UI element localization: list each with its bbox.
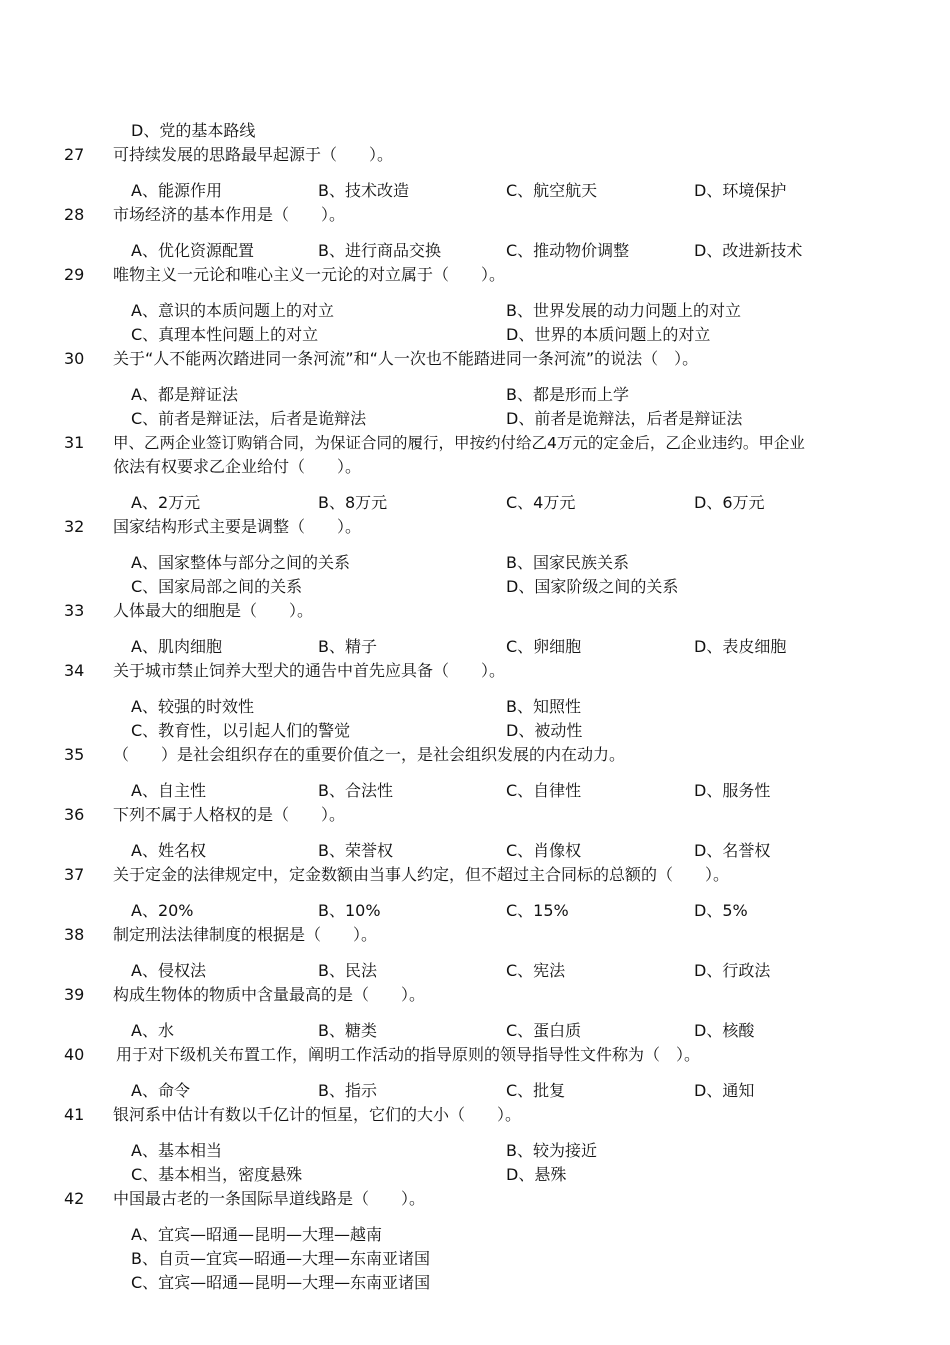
option-b: B、荣誉权 — [318, 841, 393, 860]
question-number: 35 — [64, 745, 85, 764]
question-number: 30 — [64, 349, 85, 368]
question-text: 中国最古老的一条国际旱道线路是（ ）。 — [113, 1189, 426, 1208]
option-a: A、侵权法 — [131, 961, 206, 980]
question-number: 33 — [64, 601, 85, 620]
option-26-d: D、党的基本路线 — [131, 121, 256, 140]
option-d: D、服务性 — [694, 781, 771, 800]
option-b: B、较为接近 — [506, 1141, 597, 1160]
option-a: A、自主性 — [131, 781, 206, 800]
question-text: 人体最大的细胞是（ ）。 — [113, 601, 314, 620]
option-c: C、15% — [506, 901, 569, 920]
option-b: B、合法性 — [318, 781, 393, 800]
question-number: 39 — [64, 985, 85, 1004]
option-b: B、知照性 — [506, 697, 581, 716]
question-text: 市场经济的基本作用是（ ）。 — [113, 205, 346, 224]
option-b: B、都是形而上学 — [506, 385, 629, 404]
question-text: 下列不属于人格权的是（ ）。 — [113, 805, 346, 824]
option-c: C、卵细胞 — [506, 637, 582, 656]
question-number: 42 — [64, 1189, 85, 1208]
option-c: C、蛋白质 — [506, 1021, 582, 1040]
option-b: B、世界发展的动力问题上的对立 — [506, 301, 741, 320]
question-text: 银河系中估计有数以千亿计的恒星，它们的大小（ ）。 — [113, 1105, 522, 1124]
option-d: D、核酸 — [694, 1021, 755, 1040]
option-d: D、6万元 — [694, 493, 765, 512]
option-c: C、基本相当，密度悬殊 — [131, 1165, 303, 1184]
option-c: C、航空航天 — [506, 181, 598, 200]
question-number: 36 — [64, 805, 85, 824]
option-a: A、2万元 — [131, 493, 201, 512]
question-number: 41 — [64, 1105, 85, 1124]
option-d: D、前者是诡辩法，后者是辩证法 — [506, 409, 743, 428]
option-b: B、糖类 — [318, 1021, 377, 1040]
option-c: C、真理本性问题上的对立 — [131, 325, 319, 344]
option-a: A、意识的本质问题上的对立 — [131, 301, 334, 320]
question-text: 关于定金的法律规定中，定金数额由当事人约定，但不超过主合同标的总额的（ ）。 — [113, 865, 730, 884]
option-c: C、批复 — [506, 1081, 566, 1100]
question-text: 用于对下级机关布置工作，阐明工作活动的指导原则的领导指导性文件称为（ ）。 — [116, 1045, 701, 1064]
option-c: C、推动物价调整 — [506, 241, 630, 260]
option-d: D、5% — [694, 901, 748, 920]
option-c: C、教育性，以引起人们的警觉 — [131, 721, 351, 740]
option-d: D、表皮细胞 — [694, 637, 787, 656]
question-number: 28 — [64, 205, 85, 224]
option-c: C、宪法 — [506, 961, 566, 980]
option-a: A、姓名权 — [131, 841, 206, 860]
option-a: A、肌肉细胞 — [131, 637, 222, 656]
question-number: 31 — [64, 433, 85, 452]
option-a: A、能源作用 — [131, 181, 222, 200]
option-c: C、宜宾—昭通—昆明—大理—东南亚诸国 — [131, 1273, 431, 1292]
option-b: B、民法 — [318, 961, 377, 980]
option-d: D、被动性 — [506, 721, 583, 740]
option-d: D、国家阶级之间的关系 — [506, 577, 679, 596]
option-b: B、自贡—宜宾—昭通—大理—东南亚诸国 — [131, 1249, 430, 1268]
question-number: 37 — [64, 865, 85, 884]
option-a: A、宜宾—昭通—昆明—大理—越南 — [131, 1225, 382, 1244]
option-b: B、8万元 — [318, 493, 388, 512]
question-text: 甲、乙两企业签订购销合同，为保证合同的履行，甲按约付给乙4万元的定金后，乙企业违约。甲企业 — [113, 434, 805, 452]
option-a: A、20% — [131, 901, 194, 920]
option-d: D、改进新技术 — [694, 241, 803, 260]
question-number: 32 — [64, 517, 85, 536]
option-d: D、通知 — [694, 1081, 755, 1100]
option-d: D、名誉权 — [694, 841, 771, 860]
option-b: B、10% — [318, 901, 381, 920]
question-number: 29 — [64, 265, 85, 284]
question-text: 唯物主义一元论和唯心主义一元论的对立属于（ ）。 — [113, 265, 506, 284]
option-d: D、悬殊 — [506, 1165, 567, 1184]
option-a: A、优化资源配置 — [131, 241, 254, 260]
option-a: A、都是辩证法 — [131, 385, 238, 404]
question-text: 国家结构形式主要是调整（ ）。 — [113, 517, 362, 536]
option-d: D、世界的本质问题上的对立 — [506, 325, 711, 344]
question-text: 关于城市禁止饲养大型犬的通告中首先应具备（ ）。 — [113, 661, 506, 680]
option-a: A、命令 — [131, 1081, 190, 1100]
option-c: C、国家局部之间的关系 — [131, 577, 303, 596]
option-c: C、4万元 — [506, 493, 576, 512]
option-a: A、国家整体与部分之间的关系 — [131, 553, 350, 572]
question-number: 40 — [64, 1045, 85, 1064]
option-b: B、进行商品交换 — [318, 241, 441, 260]
option-a: A、较强的时效性 — [131, 697, 254, 716]
question-text: 关于“人不能两次踏进同一条河流”和“人一次也不能踏进同一条河流”的说法（ ）。 — [113, 349, 699, 368]
option-b: B、精子 — [318, 637, 377, 656]
question-number: 38 — [64, 925, 85, 944]
question-text-continued: 依法有权要求乙企业给付（ ）。 — [113, 457, 362, 476]
question-text: （ ）是社会组织存在的重要价值之一，是社会组织发展的内在动力。 — [113, 745, 626, 764]
option-a: A、基本相当 — [131, 1141, 222, 1160]
option-b: B、指示 — [318, 1081, 377, 1100]
option-b: B、技术改造 — [318, 181, 409, 200]
question-number: 34 — [64, 661, 85, 680]
option-d: D、环境保护 — [694, 181, 787, 200]
question-text: 可持续发展的思路最早起源于（ ）。 — [113, 145, 394, 164]
option-c: C、肖像权 — [506, 841, 582, 860]
option-c: C、自律性 — [506, 781, 582, 800]
option-a: A、水 — [131, 1021, 174, 1040]
option-b: B、国家民族关系 — [506, 553, 629, 572]
option-c: C、前者是辩证法，后者是诡辩法 — [131, 409, 367, 428]
question-number: 27 — [64, 145, 85, 164]
question-text: 构成生物体的物质中含量最高的是（ ）。 — [113, 985, 426, 1004]
option-d: D、行政法 — [694, 961, 771, 980]
question-text: 制定刑法法律制度的根据是（ ）。 — [113, 925, 378, 944]
